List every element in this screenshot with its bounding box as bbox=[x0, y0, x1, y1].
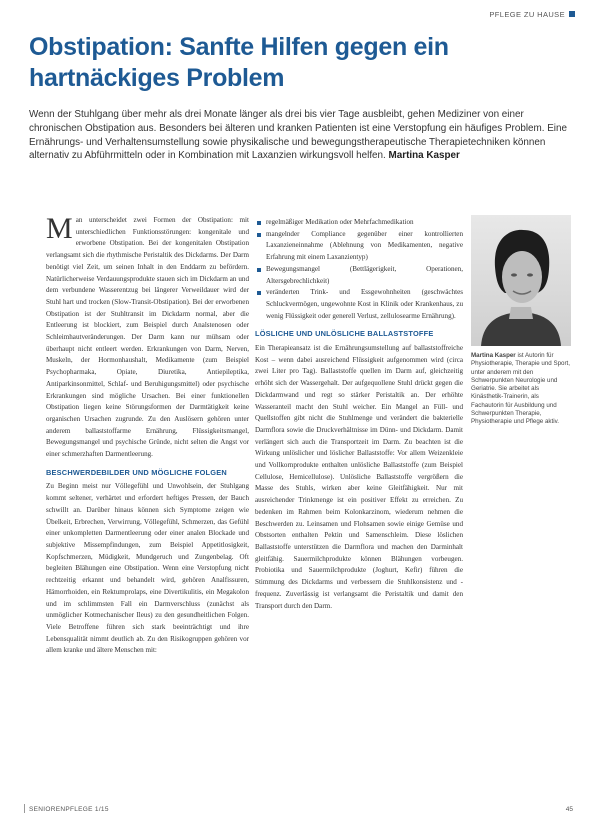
text-column-2 bbox=[255, 215, 463, 612]
col1-heading: BESCHWERDEBILDER UND MÖGLICHE FOLGEN bbox=[46, 467, 227, 477]
col1-paragraph-2: Zu Beginn meist nur Völlegefühl und Unwohlsein, der Stuhlgang kommt seltener, verhärtet und erfordert heftiges Pressen, der Bauch schwillt an. Darüber hinaus können sich Symptome zeigen wie Übelkeit, Erbrechen, Verwirrung, Völlegefühl, Schmerzen, das Gefühl einer unkompletten Darmentleerung oder einer analen Blockade und subjektive Missempfindungen, zum Beispiel Appetitlosigkeit, Kopfschmerzen, Müdigkeit, Mundgeruch und Zungenbelag. Oft begleiten Blähungen eine Obstipation. Wenn eine Verstopfung nicht rechtzeitig erkannt und behandelt wird, gehören Analfissuren, Hämorrhoiden, ein Rektumprolaps, eine Divertikulitis, ein Megakolon und im schlimmsten Fall ein Darmverschluss (zunächst als unmöglicher Kotmechanischer Ileus) zu den gesundheitlichen Folgen. Viele Betroffene führen sich stark beeinträchtigt und ihre Lebensqualität nimmt deutlich ab. Zu den Risikogruppen gehören vor allem kranke und ältere Menschen mit: bbox=[46, 482, 249, 655]
list-item: veränderten Trink- und Essgewohnheiten (geschwächtes Schluckvermögen, ungewohnte Kost in Klinik oder Krankenhaus, zu wenig Flüssigkeit oder generell Verlust, zellulosearme Ernährung). bbox=[255, 287, 463, 322]
article-lead bbox=[29, 108, 569, 163]
section-label-text: PFLEGE ZU HAUSE bbox=[489, 10, 565, 19]
portrait-icon bbox=[471, 215, 571, 346]
col1-paragraph-1: an unterscheidet zwei Formen der Obstipation: mit unterschiedlichen Funktionsstörungen: kongenitale und erworbene Obstipation. Bei der kongenitalen Obstipation verlangsamt sich die rhythmische Peristaltik des Dickdarms. Der Darm benötigt viel Zeit, um seinen Inhalt in den Enddarm zu befördern. Natürlicherweise Verdauungsprodukte stauen sich im Dickdarm an und dem verbundene Wasserentzug bei längerer Verweildauer wird der Stuhl hart und trocken (Slow-Transit-Obstipation). Bei der erworbenen Obstipation ist der Stuhltransit im Dickdarm normal, aber die Entleerung ist blockiert, zum Beispiel durch Analstenosen oder Schleimhautveränderungen. Der Darm kann nur mühsam oder überhaupt nicht entleert werden. Erkrankungen von Darm, Nerven, Muskeln, der Hormonhaushalt, Medikamente (zum Beispiel Psychopharmaka, Opiate, Diuretika, Antiepileptika, Antiparkinsonmittel, Schlaf- und Beruhigungsmittel) oder psychische Erkrankungen sind mögliche Ursachen. Bei einer funktionellen Obstipation liegen keine Störungsformen der Darmtätigkeit keine organischen Ursachen zugrunde. Zu den Auslösern gehören unter anderem ballaststoffarme Ernährung, Flüssigkeitsmangel, Bewegungsmangel und psychische Gründe, nicht selten die Angst vor einer schmerzhaften Darmentleerung. bbox=[46, 216, 249, 459]
footer-publication: SENIORENPFLEGE 1/15 bbox=[29, 806, 109, 813]
col2-paragraph-1: Ein Therapieansatz ist die Ernährungsumstellung auf ballaststoffreiche Kost – wenn dabei ausreichend Flüssigkeit aufgenommen wird (circa zwei Liter pro Tag). Ballaststoffe quellen im Darm auf, gleichzeitig erhöht sich der Wassergehalt. Der aufgequollene Stuhl drückt gegen die Dickdarmwand und regt so stärker Peristaltik an. Der erhöhte Wasseranteil macht den Stuhl weicher. Ein Mangel an Füll- und Quellstoffen gibt nicht die Stuhlmenge und verändert die bakterielle Darmflora sowie die Druckverhältnisse im Dünn- und Dickdarm. Damit verlängert sich auch die Transportzeit im Darm. Zu beachten ist die Wirkung unlöslicher und löslicher Ballaststoffe: Vor allem Weizenkleie und Vollkornprodukte enthalten unlösliche Ballaststoffe (zum Beispiel Cellulose, Hemicellulose). Unlösliche Ballaststoffe vergrößern die Masse des Stuhls, wirken aber keine Gleitfähigkeit. Nur mit ausreichender Trinkmenge ist ein positiver Effekt zu erreichen. Zu bedenken im Rahmen beim Kolonkarzinom, wiederum nehmen die Beschwerden zu. Leinsamen und Flohsamen sowie einige Gemüse und Obstsorten enthalten Pektin und Samenschleim. Diese löslichen Ballaststoffe unterstützen die Darmflora und machen den Darminhalt gleitfähig. Sauermilchprodukte können Blähungen vorbeugen. Probiotika und Sauermilchprodukte (Joghurt, Kefir) führen die Stimmung des Dickdarms und verbessern die Stuhlkonsistenz und -frequenz. Zuverlässig ist verlangsamt die Peristaltik und damit den Transport durch den Darm. bbox=[255, 344, 463, 610]
caption-name: Martina Kasper bbox=[471, 352, 516, 359]
lead-text: Wenn der Stuhlgang über mehr als drei Monate länger als drei bis vier Tage ausbleibt, gehen Mediziner von einer chronischen Obstipation aus. Besonders bei älteren und kranken Patienten ist eine Verstopfung ein häufiges Problem. Eine Ernährungs- und Verhaltensumstellung sowie physikalische und bewegungstherapeutische Therapietechniken können alternativ zu Abführmitteln oder in Kombination mit Laxanzien wirkungsvoll helfen. bbox=[29, 109, 567, 162]
footer-divider bbox=[24, 804, 25, 813]
risk-group-list bbox=[255, 217, 463, 322]
caption-text: ist Autorin für Physiotherapie, Therapie und Sport, unter anderem mit den Schwerpunkten Neurologie und Geriatrie. Sie arbeitet als Kinästhetik-Trainerin, als Fachautorin für Ausbildung und Schwerpunkten Therapie, Physiotherapie und Pflege aktiv. bbox=[471, 352, 570, 426]
section-marker-square bbox=[569, 11, 575, 17]
article-title: Obstipation: Sanfte Hilfen gegen ein hartnäckiges Problem bbox=[29, 33, 449, 92]
author-portrait-photo bbox=[471, 215, 571, 346]
drop-cap: M bbox=[46, 212, 73, 245]
text-column-1 bbox=[46, 212, 249, 657]
list-item: Bewegungsmangel (Bettlägerigkeit, Operationen, Altersgebrechlichkeit) bbox=[255, 264, 463, 287]
section-label bbox=[489, 10, 575, 19]
author-name: Martina Kasper bbox=[388, 150, 460, 162]
list-item: regelmäßiger Medikation oder Mehrfachmedikation bbox=[255, 217, 463, 229]
photo-caption bbox=[471, 352, 571, 427]
page-number: 45 bbox=[565, 806, 573, 813]
list-item: mangelnder Compliance gegenüber einer kontrollierten Laxanzieneinnahme (Ablehnung von Medikamenten, negative Erfahrung mit einem Laxanzientyp) bbox=[255, 229, 463, 264]
col2-heading: LÖSLICHE UND UNLÖSLICHE BALLASTSTOFFE bbox=[255, 329, 434, 339]
